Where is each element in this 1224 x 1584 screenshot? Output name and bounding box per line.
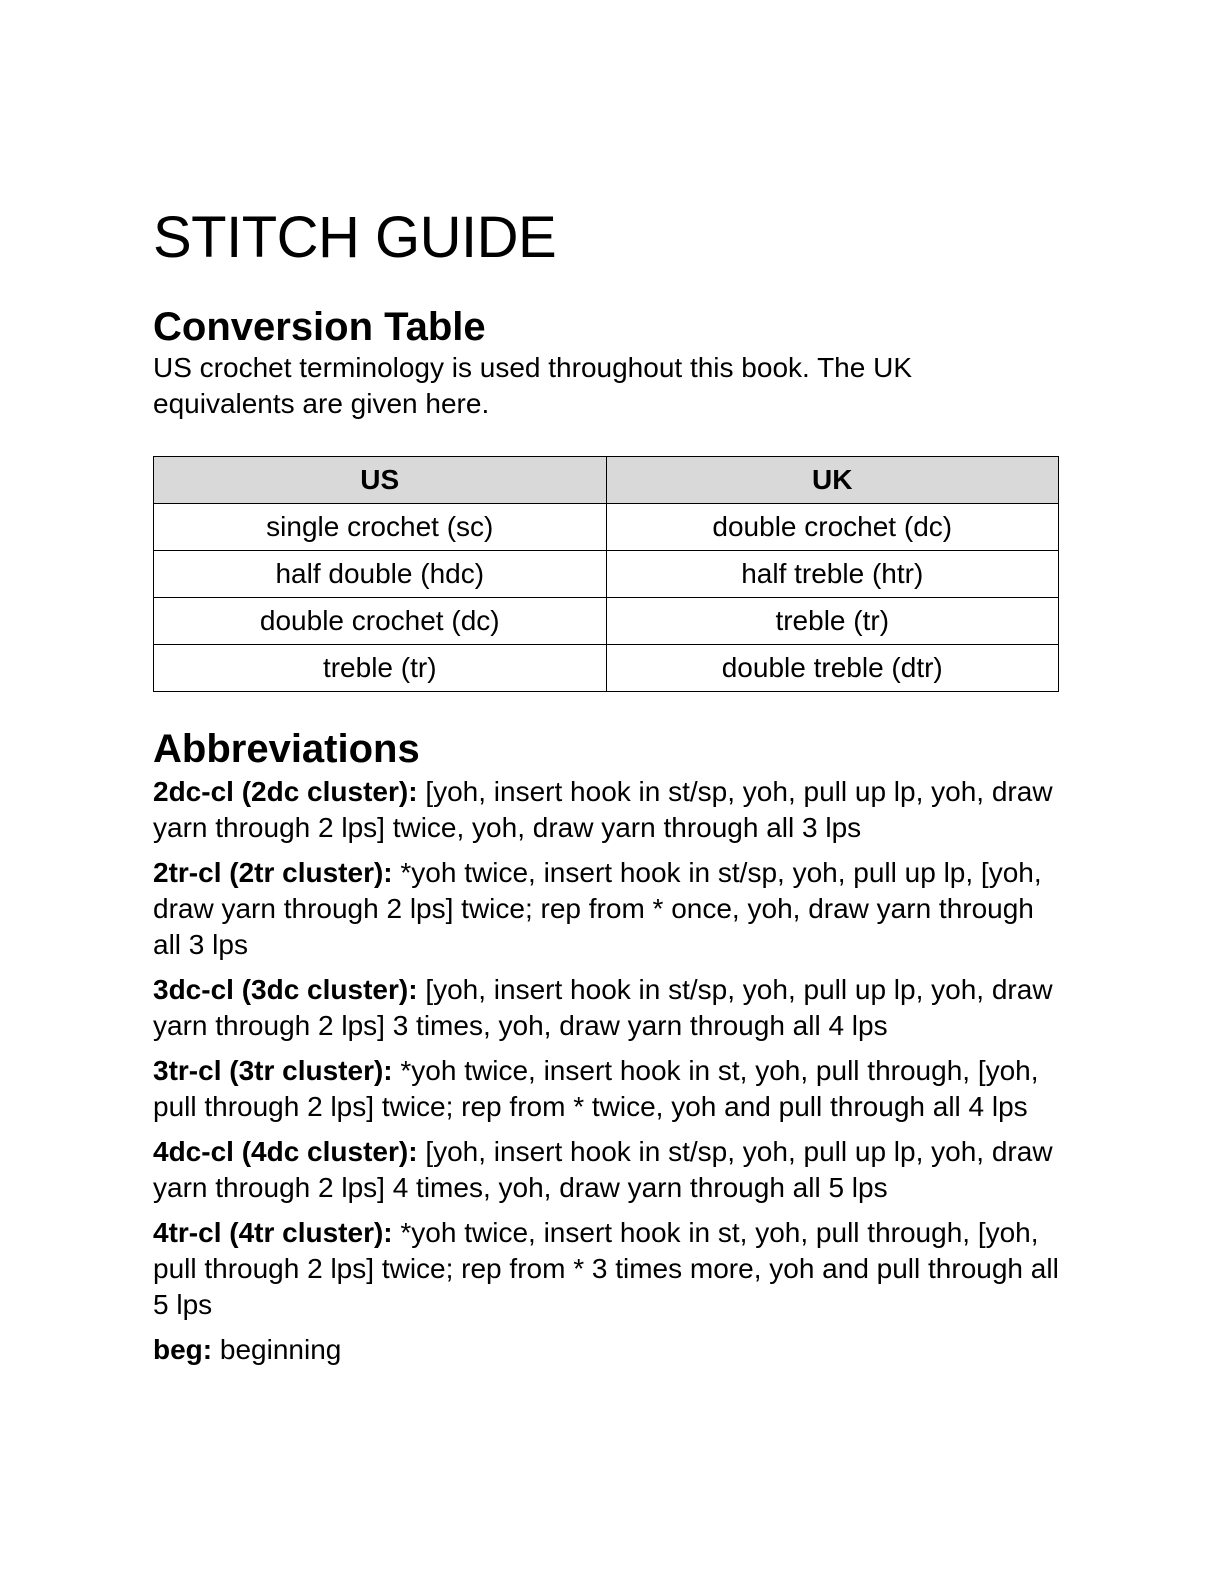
page-title: STITCH GUIDE	[153, 205, 557, 270]
table-cell-uk: half treble (htr)	[606, 551, 1059, 598]
document-page	[153, 200, 1059, 1377]
abbreviations-heading: Abbreviations	[153, 727, 420, 771]
abbreviation-definition: *yoh twice, insert hook in st/sp, yoh, pull up lp, [yoh, draw yarn through 2 lps] twice; rep from * once, yoh, draw yarn through all 3 lps	[153, 857, 1042, 960]
abbreviation-term: 2tr-cl (2tr cluster):	[153, 857, 393, 888]
abbreviation-definition: *yoh twice, insert hook in st, yoh, pull through, [yoh, pull through 2 lps] twice; rep from * twice, yoh and pull through all 4 lps	[153, 1055, 1039, 1122]
abbreviation-item	[153, 1215, 1059, 1323]
table-cell-us: half double (hdc)	[154, 551, 607, 598]
abbreviation-item	[153, 774, 1059, 846]
abbreviation-term: beg:	[153, 1334, 213, 1365]
abbreviation-definition: *yoh twice, insert hook in st, yoh, pull through, [yoh, pull through 2 lps] twice; rep from * 3 times more, yoh and pull through all 5 lps	[153, 1217, 1059, 1320]
abbreviation-item	[153, 972, 1059, 1044]
abbreviation-term: 3tr-cl (3tr cluster):	[153, 1055, 393, 1086]
abbreviation-item	[153, 1053, 1059, 1125]
table-cell-uk: treble (tr)	[606, 598, 1059, 645]
table-cell-us: double crochet (dc)	[154, 598, 607, 645]
abbreviation-term: 3dc-cl (3dc cluster):	[153, 974, 418, 1005]
table-row	[154, 645, 1059, 692]
table-row	[154, 551, 1059, 598]
abbreviation-definition: [yoh, insert hook in st/sp, yoh, pull up lp, yoh, draw yarn through 2 lps] 4 times, yoh, draw yarn through all 5 lps	[153, 1136, 1053, 1203]
abbreviation-definition: beginning	[219, 1334, 342, 1365]
table-header-row	[154, 457, 1059, 504]
conversion-intro: US crochet terminology is used throughout this book. The UK equivalents are given here.	[153, 352, 912, 419]
abbreviation-definition: [yoh, insert hook in st/sp, yoh, pull up lp, yoh, draw yarn through 2 lps] 3 times, yoh, draw yarn through all 4 lps	[153, 974, 1053, 1041]
abbreviations-list	[153, 774, 1059, 1368]
abbreviation-term: 4dc-cl (4dc cluster):	[153, 1136, 418, 1167]
column-header-uk: UK	[606, 457, 1059, 504]
abbreviation-item	[153, 1332, 1059, 1368]
table-row	[154, 504, 1059, 551]
table-cell-uk: double treble (dtr)	[606, 645, 1059, 692]
conversion-table-heading: Conversion Table	[153, 305, 486, 349]
table-cell-us: single crochet (sc)	[154, 504, 607, 551]
table-row	[154, 598, 1059, 645]
abbreviation-term: 4tr-cl (4tr cluster):	[153, 1217, 393, 1248]
abbreviation-item	[153, 855, 1059, 963]
table-cell-us: treble (tr)	[154, 645, 607, 692]
table-cell-uk: double crochet (dc)	[606, 504, 1059, 551]
abbreviation-term: 2dc-cl (2dc cluster):	[153, 776, 418, 807]
abbreviation-item	[153, 1134, 1059, 1206]
column-header-us: US	[154, 457, 607, 504]
abbreviation-definition: [yoh, insert hook in st/sp, yoh, pull up lp, yoh, draw yarn through 2 lps] twice, yoh, draw yarn through all 3 lps	[153, 776, 1053, 843]
conversion-table	[153, 456, 1059, 692]
